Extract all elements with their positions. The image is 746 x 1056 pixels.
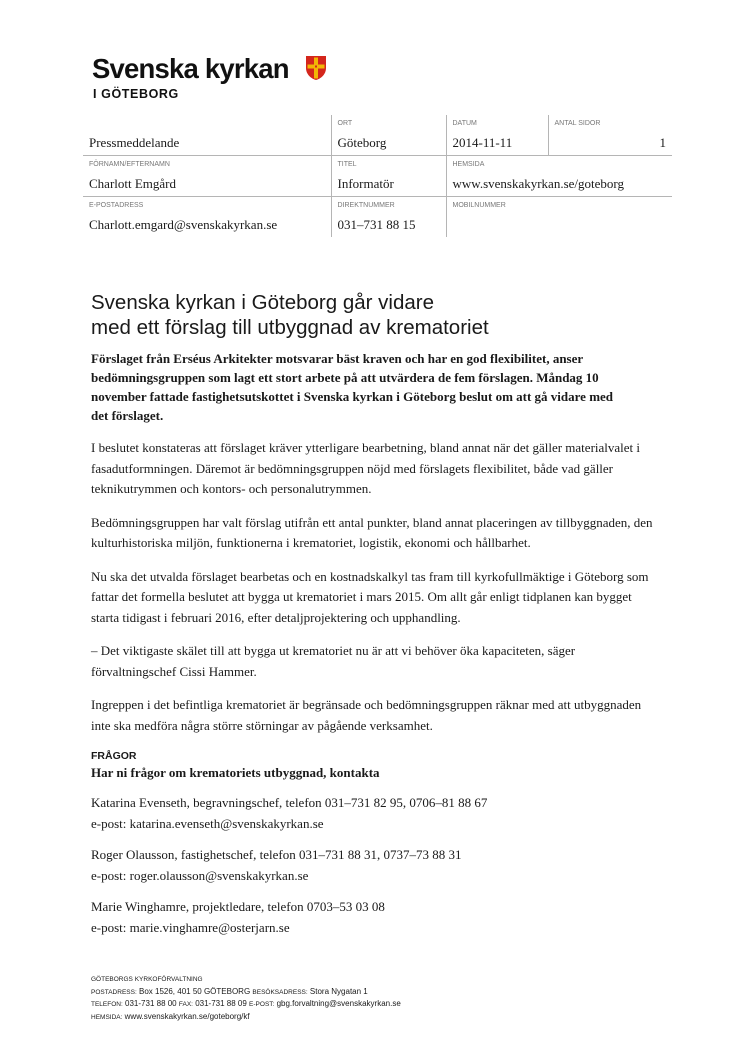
name-value: Charlott Emgård (89, 176, 177, 191)
contact-item (91, 845, 661, 886)
contact-line: Katarina Evenseth, begravningschef, telefon 031–731 82 95, 0706–81 88 67 (91, 795, 488, 810)
contact-email[interactable]: e-post: katarina.evenseth@svenskakyrkan.se (91, 815, 324, 831)
contact-line: Roger Olausson, fastighetschef, telefon 031–731 88 31, 0737–73 88 31 (91, 847, 462, 862)
contact-email[interactable]: e-post: marie.vinghamre@osterjarn.se (91, 919, 290, 935)
paragraph: Bedömningsgruppen har valt förslag utifrån ett antal punkter, bland annat placeringen av tillbyggnaden, den kulturhistoriska miljön, funktionerna i krematoriet, logistik, ekonomi och hållbarhet. (91, 514, 653, 550)
header-row-2 (83, 156, 672, 197)
hemsida-label: HEMSIDA (452, 161, 485, 168)
doc-type-cell (83, 115, 331, 156)
logo-subtitle: I GÖTEBORG (93, 87, 179, 101)
header-table (83, 115, 672, 237)
footer-web-line (91, 1011, 691, 1024)
footer-epost-label: E-POST: (249, 1001, 275, 1009)
epost-cell (83, 197, 331, 238)
direkt-label: DIREKTNUMMER (337, 202, 395, 209)
footer-telefon-label: TELEFON: (91, 1001, 123, 1009)
contact-line: Marie Winghamre, projektledare, telefon 0703–53 03 08 (91, 899, 385, 914)
antal-sidor-value: 1 (659, 135, 666, 150)
headline (91, 290, 691, 340)
hemsida-value[interactable]: www.svenskakyrkan.se/goteborg (452, 176, 624, 191)
lead-paragraph: Förslaget från Erséus Arkitekter motsvarar bäst kraven och har en god flexibilitet, anser bedömningsgruppen som lagt ett stort arbete på att utvärdera de fem förslagen. Måndag 10 november fattade fastighetsutskottet i Svenska kyrkan i Göteborg beslut om att gå vidare med det förslaget. (91, 351, 614, 423)
direkt-cell (331, 197, 446, 238)
footer-telefon: 031-731 88 00 (125, 999, 177, 1009)
footer-postadress: Box 1526, 401 50 GÖTEBORG (139, 986, 251, 996)
questions-heading: Har ni frågor om krematoriets utbyggnad, kontakta (91, 765, 380, 780)
mobil-label: MOBILNUMMER (452, 202, 506, 209)
footer-fax-label: FAX: (178, 1001, 193, 1009)
doc-type: Pressmeddelande (89, 135, 180, 150)
name-cell (83, 156, 331, 197)
datum-value: 2014-11-11 (452, 135, 513, 150)
footer (91, 974, 691, 1024)
logo-wordmark: Svenska kyrkan (92, 53, 289, 84)
paragraph: – Det viktigaste skälet till att bygga ut krematoriet nu är att vi behöver öka kapaciteten, säger förvaltningschef Cissi Hammer. (91, 643, 576, 679)
headline-line-2: med ett förslag till utbyggnad av krematoriet (91, 316, 489, 339)
paragraph: Ingreppen i det befintliga krematoriet är begränsade och bedömningsgruppen räknar med att utbyggnaden inte ska medföra några större störningar av pågående verksamhet. (91, 697, 642, 733)
footer-org: GÖTEBORGS KYRKOFÖRVALTNING (91, 976, 203, 983)
contact-email[interactable]: e-post: roger.olausson@svenskakyrkan.se (91, 867, 309, 883)
datum-cell (446, 115, 548, 156)
footer-address-line (91, 986, 691, 999)
headline-line-1: Svenska kyrkan i Göteborg går vidare (91, 291, 434, 314)
antal-sidor-label: ANTAL SIDOR (554, 120, 601, 127)
footer-postadress-label: POSTADRESS: (91, 988, 137, 996)
ort-label: ORT (337, 120, 353, 127)
titel-cell (331, 156, 446, 197)
titel-label: TITEL (337, 161, 357, 168)
footer-hemsida[interactable]: www.svenskakyrkan.se/goteborg/kf (124, 1012, 250, 1022)
hemsida-cell (446, 156, 672, 197)
footer-fax: 031-731 88 09 (195, 999, 247, 1009)
contact-item (91, 793, 661, 834)
paragraph: I beslutet konstateras att förslaget kräver ytterligare bearbetning, bland annat när det gäller materialvalet i fasadutformningen. Däremot är bedömningsgruppen nöjd med förslagets flexibilitet, både vad gäller teknikutrymmen och kontors- och personalutrymmen. (91, 440, 641, 496)
ort-value: Göteborg (337, 135, 387, 150)
header-row-3 (83, 197, 672, 238)
footer-hemsida-label: HEMSIDA: (91, 1014, 123, 1022)
church-cross-shield-icon (304, 55, 328, 81)
footer-besok: Stora Nygatan 1 (309, 986, 368, 996)
titel-value: Informatör (337, 176, 394, 191)
epost-value[interactable]: Charlott.emgard@svenskakyrkan.se (89, 217, 278, 232)
ort-cell (331, 115, 446, 156)
direkt-value: 031–731 88 15 (337, 217, 416, 232)
paragraph: Nu ska det utvalda förslaget bearbetas och en kostnadskalkyl tas fram till kyrkofullmäktige i Göteborg som fattar det formella beslutet att bygga ut krematoriet i mars 2015. Om allt går enligt tidplanen kan bygget starta tidigast i februari 2016, efter detaljprojektering och upphandling. (91, 568, 649, 625)
antal-sidor-cell (548, 115, 672, 156)
mobil-cell (446, 197, 672, 238)
footer-phone-line (91, 998, 691, 1011)
logo (92, 53, 342, 109)
article-body (91, 438, 661, 949)
name-label: FÖRNAMN/EFTERNAMN (89, 161, 170, 168)
header-row-1 (83, 115, 672, 156)
datum-label: DATUM (452, 120, 477, 127)
footer-epost[interactable]: gbg.forvaltning@svenskakyrkan.se (276, 999, 401, 1009)
footer-besok-label: BESÖKSADRESS: (252, 988, 308, 996)
contact-item (91, 897, 661, 938)
questions-label: FRÅGOR (91, 750, 137, 762)
epost-label: E-POSTADRESS (89, 202, 144, 209)
